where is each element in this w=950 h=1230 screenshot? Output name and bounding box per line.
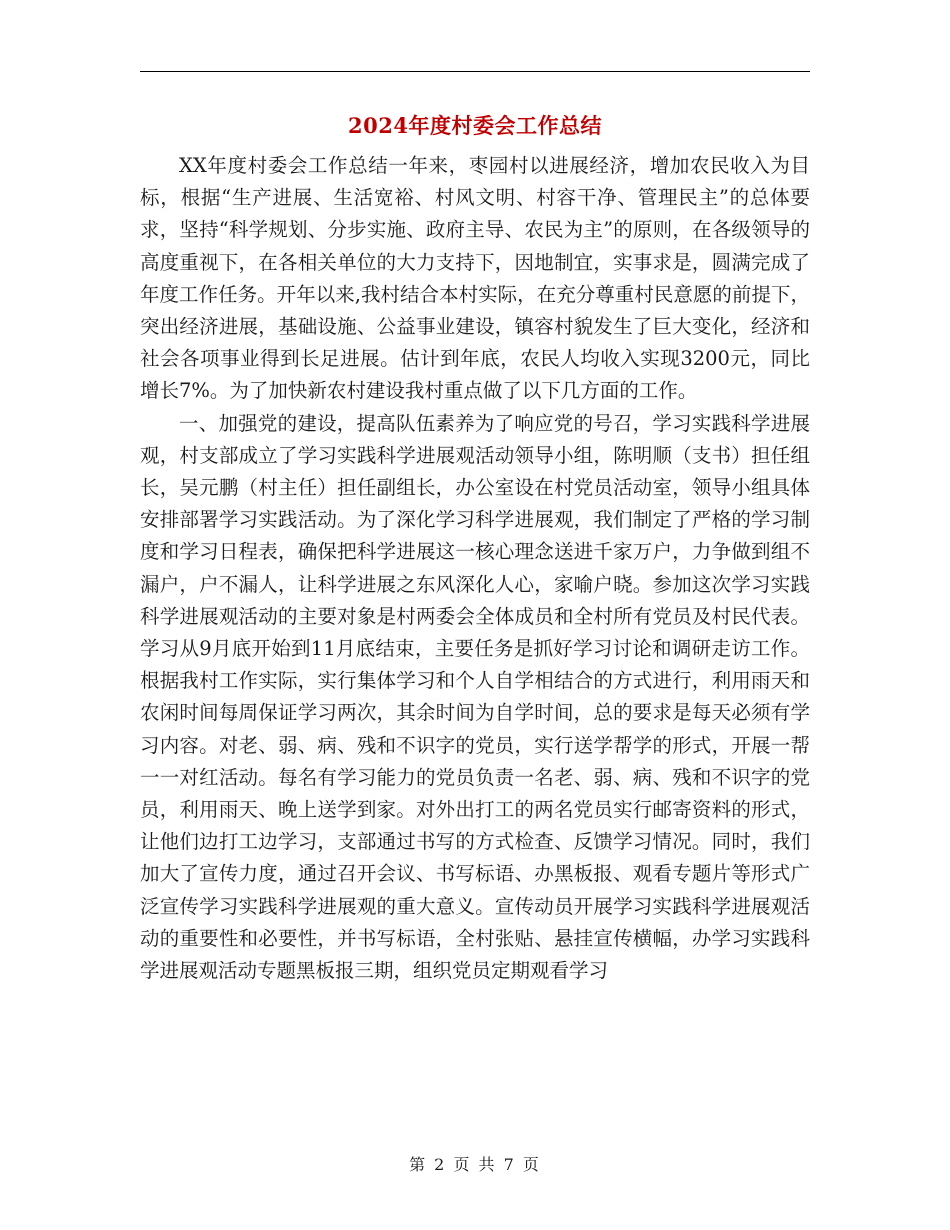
- document-title: 2024年度村委会工作总结: [348, 113, 602, 138]
- paragraph-intro: XX年度村委会工作总结一年来，枣园村以进展经济，增加农民收入为目标，根据“生产进展、生活宽裕、村风文明、村容干净、管理民主”的总体要求，坚持“科学规划、分步实施、政府主导、农民为主”的原则，在各级领导的高度重视下，在各相关单位的大力支持下，因地制宜，实事求是，圆满完成了年度工作任务。开年以来,我村结合本村实际，在充分尊重村民意愿的前提下，突出经济进展，基础设施、公益事业建设，镇容村貌发生了巨大变化，经济和社会各项事业得到长足进展。估计到年底，农民人均收入实现3200元，同比增长7%。为了加快新农村建设我村重点做了以下几方面的工作。: [140, 154, 810, 403]
- document-body: [140, 150, 810, 987]
- header-rule: [140, 71, 810, 72]
- page-number: 第 2 页 共 7 页: [409, 1155, 541, 1174]
- paragraph-party-building: 一、加强党的建设，提高队伍素养为了响应党的号召，学习实践科学进展观，村支部成立了学习实践科学进展观活动领导小组，陈明顺（支书）担任组长，吴元鹏（村主任）担任副组长，办公室设在村党员活动室，领导小组具体安排部署学习实践活动。为了深化学习科学进展观，我们制定了严格的学习制度和学习日程表，确保把科学进展这一核心理念送进千家万户，力争做到组不漏户，户不漏人，让科学进展之东风深化人心，家喻户晓。参加这次学习实践科学进展观活动的主要对象是村两委会全体成员和全村所有党员及村民代表。学习从9月底开始到11月底结束，主要任务是抓好学习讨论和调研走访工作。根据我村工作实际，实行集体学习和个人自学相结合的方式进行，利用雨天和农闲时间每周保证学习两次，其余时间为自学时间，总的要求是每天必须有学习内容。对老、弱、病、残和不识字的党员，实行送学帮学的形式，开展一帮一一对红活动。每名有学习能力的党员负责一名老、弱、病、残和不识字的党员，利用雨天、晚上送学到家。对外出打工的两名党员实行邮寄资料的形式，让他们边打工边学习，支部通过书写的方式检查、反馈学习情况。同时，我们加大了宣传力度，通过召开会议、书写标语、办黑板报、观看专题片等形式广泛宣传学习实践科学进展观的重大意义。宣传动员开展学习实践科学进展观活动的重要性和必要性，并书写标语，全村张贴、悬挂宣传横幅，办学习实践科学进展观活动专题黑板报三期，组织党员定期观看学习: [140, 411, 810, 983]
